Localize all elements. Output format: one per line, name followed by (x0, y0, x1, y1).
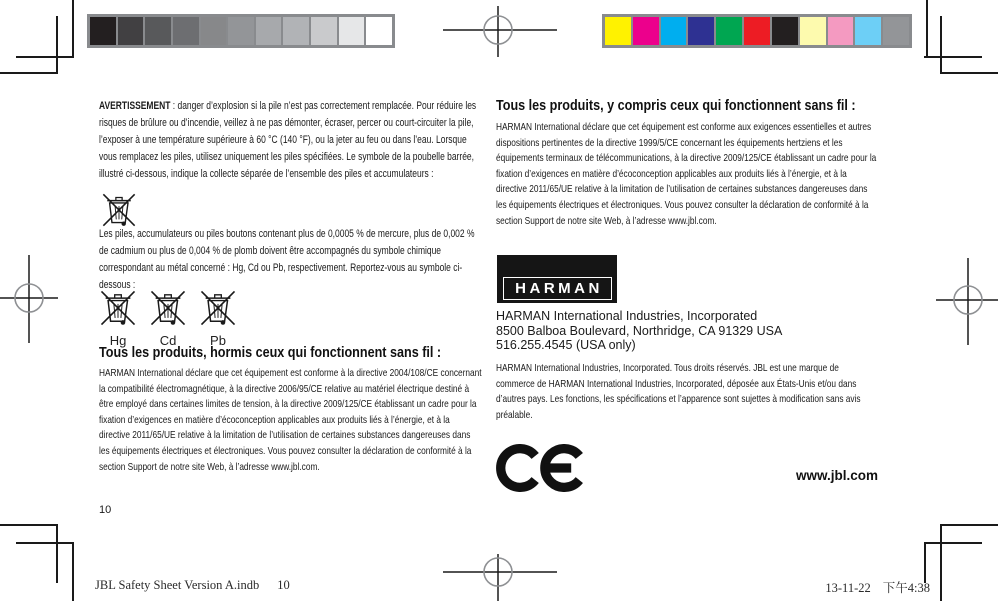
address-line: 8500 Balboa Boulevard, Northridge, CA 91329 USA (496, 323, 783, 338)
legal-paragraph: HARMAN International Industries, Incorporated. Tous droits réservés. JBL est une marque de commerce de HARMAN International Industries, Incorporated, déposée aux États-Unis et/ou dans d’autres pays. Les fonctions, les spécifications et l’apparence sont sujettes à modification sans avis préalable. (496, 363, 861, 421)
calibration-swatch (716, 17, 742, 45)
calibration-swatch (118, 17, 144, 45)
calibration-swatch (256, 17, 282, 45)
calibration-swatch (605, 17, 631, 45)
left-section-body: HARMAN International déclare que cet équipement est conforme à la directive 2004/108/CE concernant la compatibilité électromagnétique, à la directive 2006/95/CE relative au matériel électrique destiné à être employé dans certaines limites de tension, à la directive 2009/125/CE établissant un cadre pour la fixation d’exigences en matière d’écoconception applicables aux produits liés à l’énergie, et à la directive 2011/65/UE relative à la limitation de l’utilisation de certaines substances dangereuses dans les équipements électriques et électroniques. Vous pouvez consulter la déclaration de conformité à la section Support de notre site Web, à l’adresse www.jbl.com. (99, 368, 482, 473)
address-line: HARMAN International Industries, Incorporated (496, 309, 758, 323)
color-calibration-bar (602, 14, 912, 48)
grayscale-calibration-bar (87, 14, 395, 48)
calibration-swatch (744, 17, 770, 45)
chemical-bins (97, 289, 239, 348)
calibration-swatch (283, 17, 309, 45)
page-number: 10 (99, 504, 112, 516)
weee-bin-icon (147, 289, 189, 327)
footer-left (95, 578, 290, 593)
harman-logo-frame (503, 277, 612, 300)
registration-mark-right-middle (936, 258, 998, 345)
calibration-swatch (145, 17, 171, 45)
footer-sheet-page: 10 (277, 578, 290, 592)
right-section-heading: Tous les produits, y compris ceux qui fonctionnent sans fil : (496, 97, 856, 114)
calibration-swatch (855, 17, 881, 45)
bin-item-hg (97, 289, 139, 348)
calibration-swatch (772, 17, 798, 45)
warning-text: : danger d’explosion si la pile n’est pas correctement remplacée. Pour réduire les risques de brûlure ou d’incendie, veillez à ne pas démonter, écraser, percer ou court-circuiter la pile, l’exposer à une température supérieure à 60 °C (140 °F), ou la jeter au feu ou dans l’eau. Lorsque vous remplacez les piles, utilisez uniquement les piles spécifiées. Le symbole de la poubelle barrée, illustré ci-dessous, indique la collecte séparée de l’ensemble des piles et accumulateurs : (99, 100, 477, 180)
footer-time: 下午4:38 (882, 581, 930, 595)
bin-item-cd (147, 289, 189, 348)
footer-date: 13-11-22 (825, 581, 871, 595)
crop-marks-bottom-left (0, 525, 74, 601)
registration-mark-top-center (443, 6, 557, 57)
left-section-heading: Tous les produits, hormis ceux qui fonctionnent sans fil : (99, 344, 442, 361)
bin-label: Hg (109, 333, 127, 348)
calibration-swatch (339, 17, 365, 45)
harman-logo (497, 255, 617, 303)
calibration-swatch (311, 17, 337, 45)
bin-item-pb (197, 289, 239, 348)
calibration-swatch (633, 17, 659, 45)
harman-wordmark: HARMAN (515, 280, 603, 297)
calibration-swatch (90, 17, 116, 45)
address-line: 516.255.4545 (USA only) (496, 338, 636, 352)
bin-label: Cd (159, 333, 177, 348)
calibration-swatch (883, 17, 909, 45)
calibration-swatch (661, 17, 687, 45)
bin-label: Pb (210, 333, 226, 348)
crop-marks-top-right (924, 0, 998, 74)
calibration-swatch (228, 17, 254, 45)
calibration-swatch (688, 17, 714, 45)
calibration-swatch (201, 17, 227, 45)
crop-marks-top-left (0, 0, 74, 74)
weee-bin-icon (97, 289, 139, 327)
registration-mark-left-middle (0, 255, 58, 343)
battery-paragraph: Les piles, accumulateurs ou piles boutons contenant plus de 0,0005 % de mercure, plus de 0,002 % de cadmium ou plus de 0,004 % de plomb doivent être accompagnés du symbole chimique correspondant au métal concerné : Hg, Cd ou Pb, respectivement. Reportez-vous au symbole ci-dessous : (99, 228, 475, 291)
weee-bin-icon (100, 192, 138, 228)
calibration-swatch (828, 17, 854, 45)
calibration-swatch (366, 17, 392, 45)
warning-paragraph (99, 98, 482, 183)
footer-right (825, 578, 930, 596)
calibration-swatch (800, 17, 826, 45)
website-url: www.jbl.com (795, 468, 878, 483)
weee-bin-icon (197, 289, 239, 327)
right-section-body: HARMAN International déclare que cet équipement est conforme aux exigences essentielles et autres dispositions pertinentes de la directive 1999/5/CE concernant les équipements hertziens et les équipements terminaux de télécommunications, à la directive 2009/125/CE établissant un cadre pour la fixation d’exigences en matière d’écoconception applicables aux produits liés à l’énergie, et à la directive 2011/65/UE relative à la limitation de l’utilisation de certaines substances dangereuses dans les équipements électriques et électroniques. Vous pouvez consulter la déclaration de conformité à la section Support de notre site Web, à l’adresse www.jbl.com. (496, 122, 877, 227)
crop-marks-bottom-right (924, 525, 998, 601)
warning-label: AVERTISSEMENT (99, 100, 171, 112)
registration-mark-bottom-center (443, 554, 557, 601)
company-address (496, 309, 782, 353)
footer-filename: JBL Safety Sheet Version A.indb (95, 578, 260, 592)
ce-mark-icon (496, 444, 586, 492)
calibration-swatch (173, 17, 199, 45)
